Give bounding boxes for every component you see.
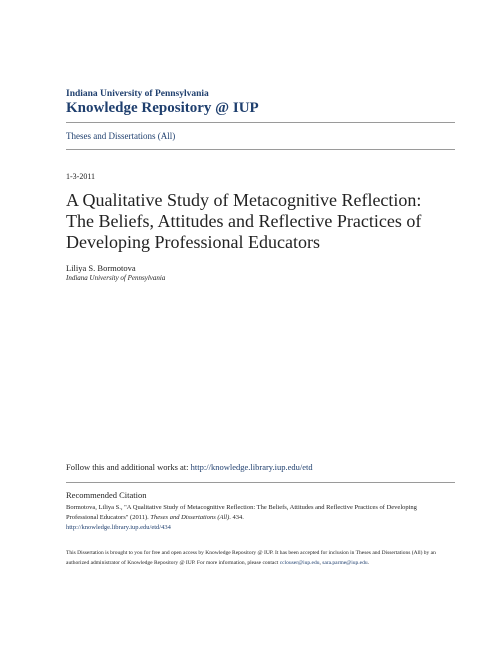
author-name: Liliya S. Bormotova [66, 263, 136, 273]
document-title [66, 190, 466, 253]
contact-link-1[interactable]: cclouser@iup.edu [279, 559, 320, 566]
follow-link[interactable]: http://knowledge.library.iup.edu/etd [190, 462, 313, 472]
contact-link-2[interactable]: sara.parme@iup.edu [322, 559, 368, 566]
follow-line [66, 462, 313, 472]
publication-date: 1-3-2011 [66, 172, 96, 181]
citation-text [66, 503, 446, 533]
footer-divider [66, 482, 455, 483]
access-notice [66, 549, 446, 568]
collection-divider [66, 149, 455, 150]
citation-italic: Theses and Dissertations (All) [150, 514, 230, 521]
collection-link[interactable]: Theses and Dissertations (All) [66, 131, 176, 141]
recommended-citation-heading: Recommended Citation [66, 490, 147, 500]
author-affiliation: Indiana University of Pennsylvania [66, 274, 166, 282]
title-line-1: A Qualitative Study of Metacognitive Reflection: [66, 190, 422, 210]
institution-name: Indiana University of Pennsylvania [66, 89, 209, 99]
citation-part-1: Bormotova, Liliya S., "A Qualitative Study of Metacognitive Reflection: The Beliefs, Attitudes and Reflective Practices of Developing Professional Educators" (2011). [66, 504, 417, 521]
notice-separator: , [319, 559, 323, 566]
notice-text: This Dissertation is brought to you for free and open access by Knowledge Repository @ IUP. It has been accepted for inclusion in Theses and Dissertations (All) by an authorized administrator of Knowledge Repository @ IUP. For more information, please contact [66, 550, 436, 566]
citation-link[interactable]: http://knowledge.library.iup.edu/etd/434 [66, 524, 171, 531]
notice-end: . [367, 559, 369, 566]
citation-part-2: . 434. [229, 514, 244, 521]
repository-title[interactable]: Knowledge Repository @ IUP [66, 100, 259, 116]
title-line-3: Developing Professional Educators [66, 232, 320, 252]
title-line-2: The Beliefs, Attitudes and Reflective Practices of [66, 211, 422, 231]
follow-text: Follow this and additional works at: [66, 462, 191, 472]
header-divider [66, 122, 455, 123]
